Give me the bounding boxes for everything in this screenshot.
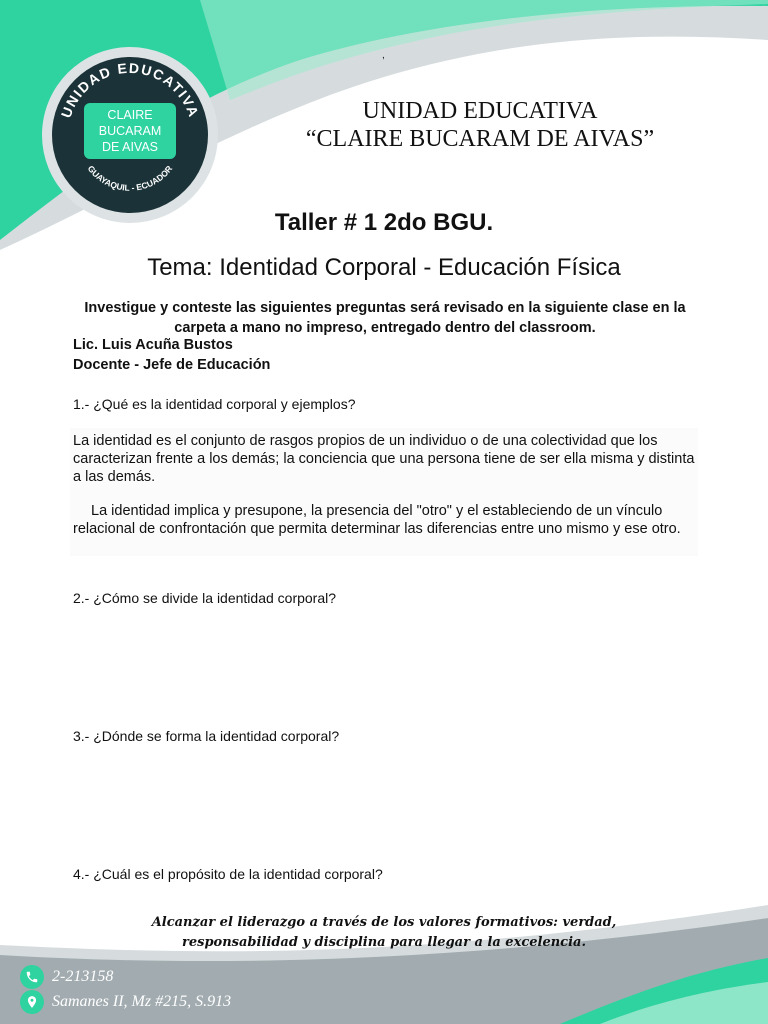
question-1: 1.- ¿Qué es la identidad corporal y ejemplos? [73, 396, 356, 412]
logo-center-line-2: BUCARAM [98, 124, 162, 138]
logo-ring-text-top: UNIDAD EDUCATIVA [57, 59, 203, 120]
logo-center-line-1: CLAIRE [107, 108, 153, 122]
question-2: 2.- ¿Cómo se divide la identidad corporal? [73, 590, 337, 606]
contact-address [20, 990, 231, 1014]
address: Samanes II, Mz #215, S.913 [52, 993, 232, 1010]
topic-heading: Tema: Identidad Corporal - Educación Física [147, 254, 621, 281]
school-logo [40, 45, 220, 225]
contact-phone [20, 965, 113, 989]
school-title-line-2: “CLAIRE BUCARAM DE AIVAS” [305, 126, 655, 152]
answer-1-paragraph-2: La identidad implica y presupone, la presencia del "otro" y el estableciendo de un vínculo relacional de confrontación que permita determinar las diferencias entre uno mismo y ese otro. [73, 503, 681, 537]
phone-icon [20, 965, 44, 989]
teacher-name: Lic. Luis Acuña Bustos [73, 337, 233, 353]
stray-mark: , [382, 50, 385, 61]
instructions: Investigue y conteste las siguientes preguntas será revisado en la siguiente clase en la carpeta a mano no impreso, entregado dentro del classroom. [84, 300, 686, 336]
logo-center-line-3: DE AIVAS [101, 140, 159, 154]
school-motto: Alcanzar el liderazgo a través de los valores formativos: verdad, responsabilidad y disciplina para llegar a la excelencia. [151, 915, 617, 950]
logo-ring-text-bottom: GUAYAQUIL - ECUADOR [85, 163, 175, 193]
workshop-title: Taller # 1 2do BGU. [274, 209, 494, 236]
school-title-line-1: UNIDAD EDUCATIVA [362, 98, 598, 124]
teacher-role: Docente - Jefe de Educación [73, 357, 271, 373]
question-4: 4.- ¿Cuál es el propósito de la identidad corporal? [73, 866, 383, 882]
location-pin-icon [20, 990, 44, 1014]
phone-number: 2-213158 [52, 968, 114, 985]
question-3: 3.- ¿Dónde se forma la identidad corporal? [73, 728, 340, 744]
answer-1-paragraph-1: La identidad es el conjunto de rasgos propios de un individuo o de una colectividad que los caracterizan frente a los demás; la conciencia que una persona tiene de ser ella misma y distinta a las demás. [73, 433, 695, 485]
